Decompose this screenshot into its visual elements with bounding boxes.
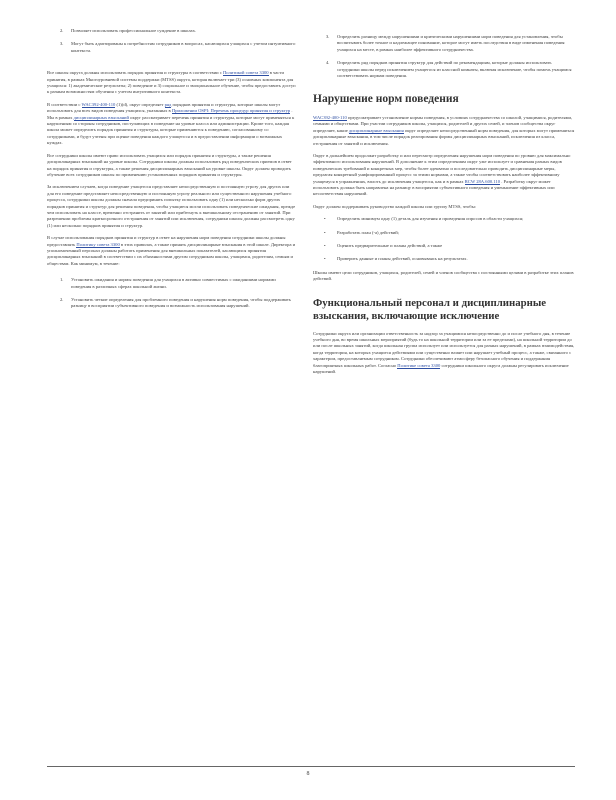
text-run: В соответствии с bbox=[47, 101, 81, 107]
text-run: порядков принятия и структуры, которые школы могут использовать для всех видов поведения учащихся, указанных в bbox=[47, 101, 281, 114]
list-number: 4. bbox=[326, 60, 330, 66]
list-item bbox=[47, 28, 297, 34]
paragraph: Округ должен поддерживать руководство каждой школы или группу MTSS, чтобы: bbox=[313, 203, 476, 209]
list-text: Разработать план (-а) действий; bbox=[337, 229, 399, 235]
paragraph: За исключением случаев, когда поведение учащегося представляет непосредственную и постоянную угрозу для других или для его поведение представляет непосредственную и постоянную угрозу реального или существенного нарушения учебного процесса, сотрудники школы должны сначала предпринять попытку использовать одну (1) или несколько форм других порядков принятия и структур для решения поведения, чтобы учащиеся могли использовать поведенческие ожидания, прежде чем использовать на классе, временно отстранить от занятий или прибегнуть к внешкольному отстранению от занятий. При разрешении проблемы краткосрочного отстранения от занятий или исключения, сотрудники школы должны рассмотреть одну (1) или несколько порядков принятия и структур. bbox=[47, 184, 296, 228]
text-run: округ определяет непосредственный норм поведения, для которых могут применяться дисциплинарные взыскания, в том числе порядок реагирования формы дисциплинарных взысканий, исключения из класса, отстранения от занятий и исключения. bbox=[313, 127, 575, 146]
paragraph bbox=[313, 115, 575, 147]
list-number: 1. bbox=[60, 277, 64, 283]
paragraph: Все сотрудники школы имеют право использовать учащихся или порядок принятия и структуры, а также решения дисциплинарных взысканий на уровне школы. Сотрудники школы должны использовать ряд поведенческих приемов в ответ на порядок принятия и структуры, а также решения дисциплинарных взысканий на уровне школы. Округ должен проводить обучение всех сотрудников школы по применению установленных порядков принятия и структуры. bbox=[47, 152, 292, 177]
right-column bbox=[313, 34, 575, 382]
list-text: Позволяет использовать профессиональное суждение в школах. bbox=[71, 28, 197, 33]
list-text: Могут быть адаптированы к потребностям сотрудников в вопросах, касающихся учащихся с учетом интуитивного контекста. bbox=[71, 41, 296, 53]
text-run: Округ в дальнейшем продолжит разработку и или пересмотр определения нарушения норм поведения по уровню для максимально эффективного использования нарушений. В дополнение к этим определениям округ уже использует и сравнения разных видов поведенческих требований и конкретных мер, чтобы более адекватно и последовательно проводить дисциплинарные меры, предлагая конкретный унифицированный процесс за этими нормами, а также чтобы соответствовать наиболее эффективному учащемуся в упражнениях, вплоть до исключения учащегося, как и в рамках bbox=[313, 152, 571, 184]
text-run: сотрудники школьного округа должны регулировать исключение нарушений. bbox=[313, 362, 569, 375]
bullet-marker: • bbox=[324, 216, 326, 222]
policy-3300-link[interactable]: Политике совета 3300 bbox=[397, 362, 441, 368]
ryad-link[interactable]: ряд bbox=[164, 101, 172, 107]
bullet-marker: • bbox=[324, 229, 326, 235]
list-number: 2. bbox=[60, 28, 64, 33]
page-number: 8 bbox=[306, 771, 310, 777]
list-text: Определить минимум одну (1) деталь для изучения и проведения опросов в области учащихся; bbox=[337, 216, 524, 222]
paragraph bbox=[47, 70, 297, 96]
paragraph: Школы имеют цели сотрудников, учащихся, родителей, семей и членов сообщества с постоянными целями в разработке этих планов действий. bbox=[313, 269, 574, 282]
list-text: Оценить предварительные и планы действий, а также bbox=[337, 243, 443, 249]
list-item bbox=[47, 277, 297, 290]
list-item bbox=[313, 34, 575, 53]
text-run: . Разработку округ может использовать должна быть направлена на разницу в восприятии субъективного поведения и уменьшение эффективных или несоответствия нарушений. bbox=[313, 178, 555, 197]
text-run: В случае использования порядков принятия и структур в ответ на нарушения норм поведения сотрудники школы должны предоставлять bbox=[47, 235, 286, 247]
list-item bbox=[313, 256, 575, 262]
ospi-appendix-link[interactable]: Приложении OSPI: Перечень процедур принятия и структур bbox=[171, 108, 291, 114]
list-text: Установить четкие определения для проблемного поведения и нарушения норм поведения, чтобы поддерживать разницу в восприятии субъективного поведения и возможность использования нарушений. bbox=[71, 297, 291, 309]
policy-3300-link[interactable]: Политику совета 3300 bbox=[76, 241, 120, 247]
list-item bbox=[313, 60, 575, 79]
bullet-marker: • bbox=[324, 256, 326, 262]
text-run: в части принятия, в рамках Многоуровневой системы поддержки (МТSS) округа, которая включает три (3) основных компонента для учащихся: 1) академические результаты; 2) поведение и 3) социальное и эмоциональное обучение, чтобы предоставить доступ к разным возможностям обучения с учетом интуитивного контекста. bbox=[47, 70, 296, 95]
left-column bbox=[47, 28, 297, 317]
paragraph bbox=[47, 102, 297, 147]
text-run: . Мы в рамках bbox=[47, 108, 293, 120]
disciplinary-link[interactable]: дисциплинарные взыскания bbox=[348, 127, 404, 133]
text-run: в этих правилах, а также принять дисциплинарные взыскания в этой школе. Директора и уполномоченный персонал должны работать применения для внешкольных показателей, касающихся принятия дисциплинарных взысканий в соответствии с их обязанностями другим сотрудникам школы, учащимся, родителям, семьям и обществам. Как минимум, в течение: bbox=[47, 241, 296, 266]
footer-divider bbox=[47, 766, 575, 767]
list-item bbox=[47, 297, 297, 310]
text-run: Все школы округа должны использовать порядок принятия и структуры в соответствии с bbox=[47, 70, 222, 76]
list-text: Проверить данные и планы действий, основываясь на результатах. bbox=[337, 256, 468, 262]
paragraph bbox=[47, 235, 297, 267]
list-text: Определить ряд порядков принятия структур для действий по рекомендациям, которые должны использовать сотрудники школы перед исключением учащегося из классной комнаты, включая исключение, чтобы помочь учащимся соответствовать нормам поведения. bbox=[337, 60, 572, 79]
rcw-28a-600-110-link[interactable]: RCW 28A.600.110 bbox=[464, 178, 501, 184]
section-heading: Функциональный персонал и дисциплинарные взыскания, включающие исключение bbox=[313, 296, 547, 322]
section-heading: Нарушение норм поведения bbox=[313, 93, 459, 106]
text-run: предусматривает установление нормы поведения, в условиях сотрудничества со школой, учащимися, родителями, семьями и обществами. При участии сотрудников школы, учащихся, родителей и других семей, и членов сообщества округ определяет, какие bbox=[313, 114, 573, 133]
list-item bbox=[47, 41, 297, 54]
text-run: Сотрудники округа или организации ответственность за надзор за учащимися непосредственно до и после учебного дня, в течение учебного дня, во время школьных мероприятий (будь то на школьной территории или за ее пределами), на школьной территории до или после школьных занятий, когда школьная группа использует или используется для разных нарушений, в рамках взаимодействия, когда территория, на которых учащиеся действиями или существенно влияет или нарушает учебный процесс, а также, связанного с характером, предоставляемым сотрудником. Сотрудники обеспечивают атмосферу безопасного обучения и поддержания благоприятных школьных работ. Согласно bbox=[313, 330, 575, 368]
paragraph bbox=[313, 153, 575, 198]
bullet-marker: • bbox=[324, 243, 326, 249]
list-item bbox=[313, 243, 575, 249]
wac-392-400-110-link[interactable]: WAC392-400-110 bbox=[313, 114, 347, 120]
list-number: 3. bbox=[60, 41, 64, 47]
paragraph bbox=[313, 331, 575, 376]
list-text: Определить разницу между нарушениями и критическими нарушениями норм поведения для установления, чтобы воспитывать более точное и надлежащее понимание, которое могут иметь последствия в виде изменения поведения учащихся на месте, в рамках наиболее эффективного сотрудничества. bbox=[337, 34, 565, 52]
text-run: округ рассматривает перечень принятия и структуры, которые могут применяться к нарушениям со стороны сотрудников, поступающих в поведение на уровне класса или администрации. Кроме того, каждая школа может определить порядок принятия и структуры, которые применяются к поведению, согласованному со сотрудниками, и будут учтены при оценке поведения каждого учащегося и в предоставлении информации о возможных нуждах. bbox=[47, 114, 295, 146]
policy-3300-link[interactable]: Политикой совета 3300 bbox=[222, 70, 269, 76]
wac-392-400-110-link[interactable]: WAC392-400-110 bbox=[81, 101, 116, 107]
disciplinary-link[interactable]: дисциплинарных взысканий bbox=[73, 114, 129, 120]
list-text: Установить ожидания и нормы поведения для учащихся в активно совместимых с ожиданиями нормами поведения в различных сферах школьной жизни. bbox=[71, 277, 276, 289]
list-item bbox=[313, 216, 575, 222]
text-run: (1)(d), округ определяет bbox=[116, 101, 164, 107]
list-number: 3. bbox=[326, 34, 330, 39]
list-number: 2. bbox=[60, 297, 64, 302]
list-item bbox=[313, 230, 575, 236]
